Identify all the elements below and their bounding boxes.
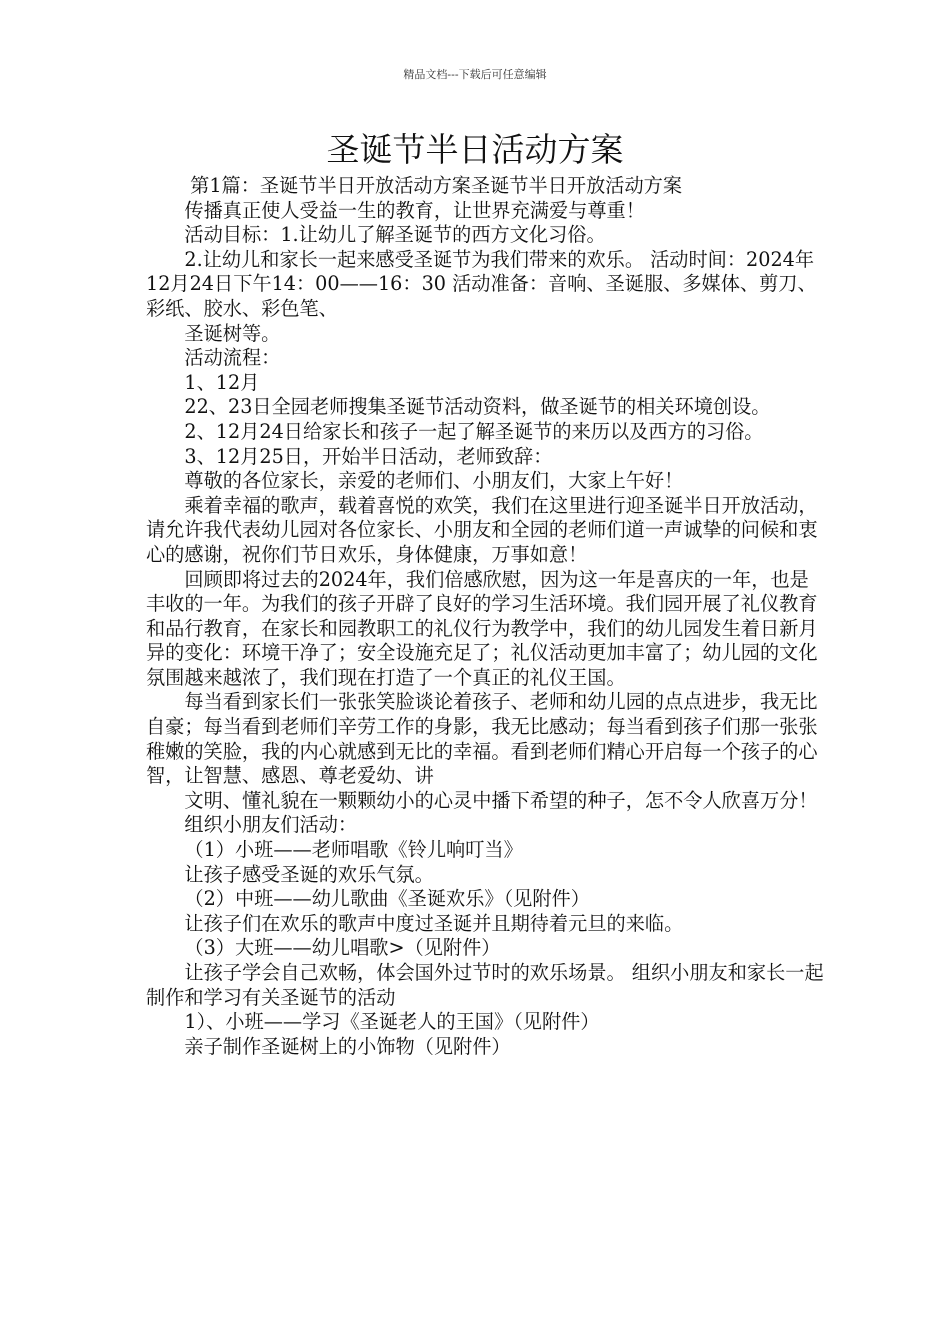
paragraph: 22、23日全园老师搜集圣诞节活动资料，做圣诞节的相关环境创设。 [184, 395, 771, 419]
paragraph: 圣诞树等。 [184, 321, 281, 345]
paragraph: （1）小班——老师唱歌《铃儿响叮当》 [184, 838, 523, 862]
paragraph: 让孩子们在欢乐的歌声中度过圣诞并且期待着元旦的来临。 [184, 911, 684, 935]
paragraph: 让孩子学会自己欢畅，体会国外过节时的欢乐场景。 组织小朋友和家长一起制作和学习有关圣诞节的活动 [146, 961, 824, 1009]
paragraph: 第1篇：圣诞节半日开放活动方案圣诞节半日开放活动方案 [190, 174, 683, 197]
paragraph: 亲子制作圣诞树上的小饰物（见附件） [184, 1034, 511, 1058]
paragraph: 2、12月24日给家长和孩子一起了解圣诞节的来历以及西方的习俗。 [184, 419, 764, 443]
paragraph: 尊敬的各位家长，亲爱的老师们、小朋友们，大家上午好！ [184, 469, 684, 493]
paragraph: （3）大班——幼儿唱歌>（见附件） [184, 936, 501, 960]
paragraph: 2.让幼儿和家长一起来感受圣诞节为我们带来的欢乐。 活动时间：2024年12月24日下午14：00——16：30 活动准备：音响、圣诞服、多媒体、剪刀、彩纸、胶水、彩色笔、 [146, 247, 817, 320]
paragraph: 活动目标：1.让幼儿了解圣诞节的西方文化习俗。 [184, 223, 606, 247]
paragraph: 回顾即将过去的2024年，我们倍感欣慰，因为这一年是喜庆的一年，也是丰收的一年。为我们的孩子开辟了良好的学习生活环境。我们园开展了礼仪教育和品行教育，在家长和园教职工的礼仪行为教学中，我们的幼儿园发生着日新月异的变化：环境干净了；安全设施充足了；礼仪活动更加丰富了；幼儿园的文化氛围越来越浓了，我们现在打造了一个真正的礼仪王国。 [146, 567, 818, 689]
paragraph: 组织小朋友们活动： [184, 813, 358, 837]
paragraph: （2）中班——幼儿歌曲《圣诞欢乐》（见附件） [184, 887, 590, 911]
page-header-note: 精品文档---下载后可任意编辑 [403, 68, 547, 81]
paragraph: 1、12月 [184, 370, 260, 394]
document-title: 圣诞节半日活动方案 [326, 130, 624, 169]
paragraph: 1）、小班——学习《圣诞老人的王国》（见附件） [184, 1010, 600, 1034]
paragraph: 乘着幸福的歌声，载着喜悦的欢笑，我们在这里进行迎圣诞半日开放活动，请允许我代表幼儿园对各位家长、小朋友和全园的老师们道一声诚挚的问候和衷心的感谢，祝你们节日欢乐，身体健康，万事如意！ [146, 493, 818, 566]
paragraph: 传播真正使人受益一生的教育，让世界充满爱与尊重！ [184, 198, 645, 222]
paragraph: 文明、懂礼貌在一颗颗幼小的心灵中播下希望的种子，怎不令人欣喜万分！ [184, 788, 818, 812]
paragraph: 让孩子感受圣诞的欢乐气氛。 [184, 862, 434, 886]
paragraph: 活动流程： [184, 346, 281, 370]
document-body [146, 174, 826, 1059]
paragraph: 3、12月25日，开始半日活动，老师致辞： [184, 444, 553, 468]
paragraph: 每当看到家长们一张张笑脸谈论着孩子、老师和幼儿园的点点进步，我无比自豪；每当看到老师们辛劳工作的身影，我无比感动；每当看到孩子们那一张张稚嫩的笑脸，我的内心就感到无比的幸福。看到老师们精心开启每一个孩子的心智，让智慧、感恩、尊老爱幼、讲 [146, 690, 818, 788]
